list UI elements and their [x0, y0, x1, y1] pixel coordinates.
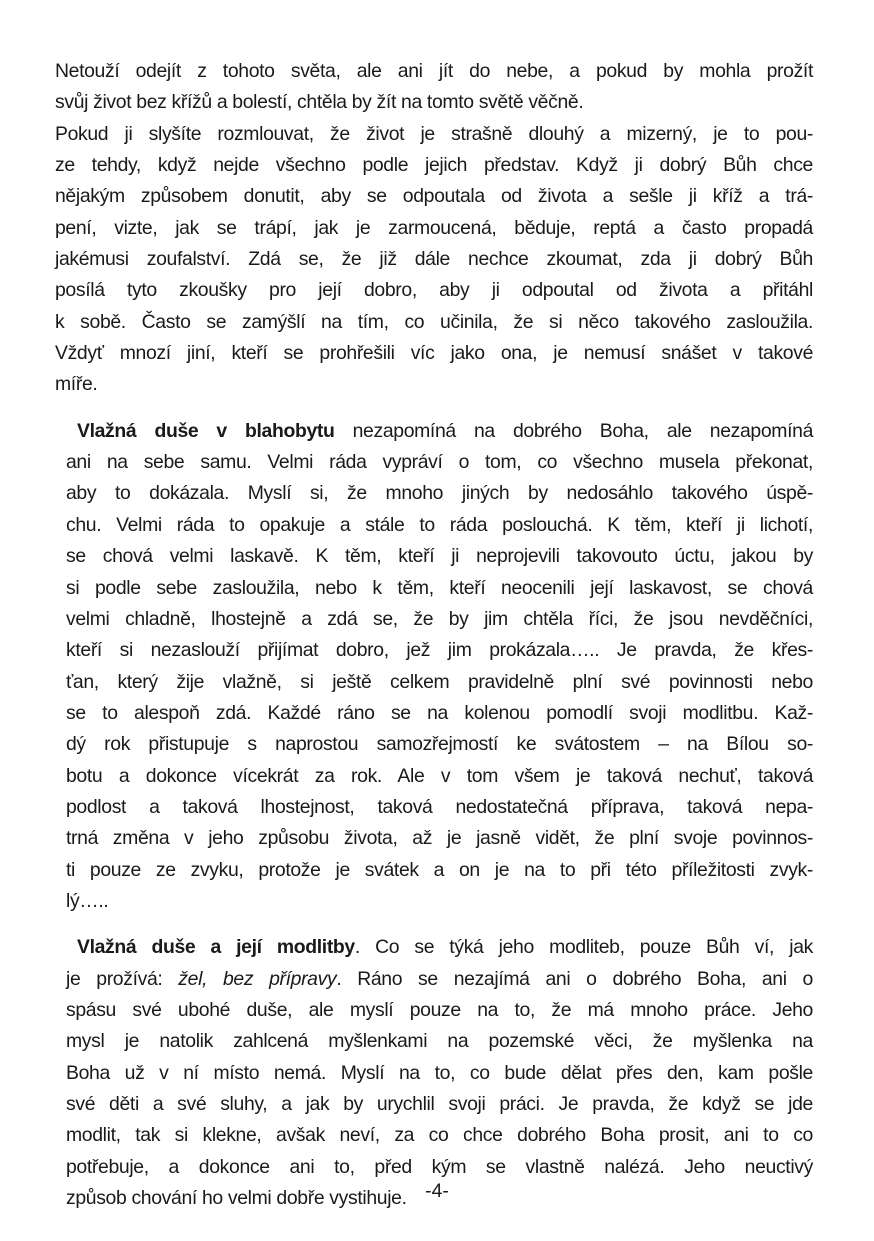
text-line: trná změna v jeho způsobu života, až je jasně vidět, že plní svoje povinnos- — [66, 827, 813, 850]
text-line — [55, 416, 813, 447]
text-line: Boha už v ní místo nemá. Myslí na to, co bude dělat přes den, kam pošle — [66, 1061, 813, 1084]
text-line: jakémusi zoufalství. Zdá se, že již dále nechce zkoumat, zda ji dobrý Bůh — [55, 248, 813, 271]
section-heading-prayers: Vlažná duše a její modlitby — [77, 936, 355, 959]
text-line: své děti a své sluhy, a jak by urychlil svoji práci. Je pravda, že když se jde — [66, 1093, 813, 1115]
text-line: ani na sebe samu. Velmi ráda vypráví o tom, co všechno musela překonat, — [66, 451, 813, 474]
text-line: chu. Velmi ráda to opakuje a stále to ráda poslouchá. K těm, kteří ji lichotí, — [66, 513, 813, 536]
text-line: Pokud ji slyšíte rozmlouvat, že život je strašně dlouhý a mizerný, je to pou- — [55, 122, 813, 145]
text-line: si podle sebe zasloužila, nebo k těm, kteří neocenili její laskavost, se chová — [66, 576, 813, 599]
text-line — [55, 964, 813, 995]
paragraph-suffering — [55, 119, 813, 401]
text-line: pení, vizte, jak se trápí, jak je zarmoucená, běduje, reptá a často propadá — [55, 216, 813, 239]
text-line: způsob chování ho velmi dobře vystihuje. — [66, 1187, 407, 1210]
text-line: k sobě. Často se zamýšlí na tím, co učinila, že si něco takového zasloužila. — [55, 310, 813, 333]
text-line: svůj život bez křížů a bolestí, chtěla by žít na tomto světě věčně. — [55, 91, 584, 114]
page-number: -4- — [425, 1180, 449, 1202]
text-line: velmi chladně, lhostejně a zdá se, že by jim chtěla říci, že jsou nevděčníci, — [66, 607, 813, 630]
text-line: lý….. — [66, 889, 109, 912]
text-line: podlost a taková lhostejnost, taková nedostatečná příprava, taková nepa- — [66, 795, 813, 818]
section-heading-prosperity: Vlažná duše v blahobytu — [77, 419, 335, 442]
text-run: . Ráno se nezajímá ani o dobrého Boha, ani o — [336, 967, 813, 990]
text-line: ze tehdy, když nejde všechno podle jejich představ. Když ji dobrý Bůh chce — [55, 154, 813, 177]
text-line: míře. — [55, 373, 98, 396]
text-run: . Co se týká jeho modliteb, pouze Bůh ví, jak — [354, 936, 814, 959]
text-line — [55, 932, 813, 963]
text-line: Netouží odejít z tohoto světa, ale ani jít do nebe, a pokud by mohla prožít — [55, 60, 813, 82]
text-line: dý rok přistupuje s naprostou samozřejmostí ke svátostem – na Bílou so- — [66, 733, 813, 756]
text-line: ti pouze ze zvyku, protože je svátek a on je na to při této příležitosti zvyk- — [66, 858, 813, 881]
text-line: potřebuje, a dokonce ani to, před kým se vlastně nalézá. Jeho neuctivý — [66, 1155, 813, 1178]
paragraph-prosperity — [55, 416, 813, 918]
text-line: modlit, tak si klekne, avšak neví, za co chce dobrého Boha prosit, ani to co — [66, 1124, 813, 1147]
text-line: botu a dokonce vícekrát za rok. Ale v tom všem je taková nechuť, taková — [66, 764, 813, 787]
text-line: spásu své ubohé duše, ale myslí pouze na to, že má mnoho práce. Jeho — [66, 998, 813, 1021]
text-line: mysl je natolik zahlcená myšlenkami na pozemské věci, že myšlenka na — [66, 1030, 813, 1053]
document-page — [55, 56, 813, 1214]
text-line: posílá tyto zkoušky pro její dobro, aby ji odpoutal od života a přitáhl — [55, 279, 813, 302]
italic-phrase: žel, bez přípravy — [178, 967, 337, 990]
text-line: se chová velmi laskavě. K těm, kteří ji neprojevili takovouto úctu, jakou by — [66, 545, 813, 568]
text-run: nezapomíná na dobrého Boha, ale nezapomíná — [334, 419, 813, 442]
text-line: ťan, který žije vlažně, si ještě celkem pravidelně plní své povinnosti nebo — [66, 670, 813, 693]
text-line: nějakým způsobem donutit, aby se odpoutala od života a sešle ji kříž a trá- — [55, 185, 813, 208]
text-line: kteří si nezaslouží přijímat dobro, jež jim prokázala….. Je pravda, že křes- — [66, 639, 813, 662]
paragraph-prayers — [55, 932, 813, 1214]
text-line: aby to dokázala. Myslí si, že mnoho jiných by nedosáhlo takového úspě- — [66, 482, 813, 505]
text-run: je prožívá: — [66, 967, 179, 990]
text-line: se to alespoň zdá. Každé ráno se na kolenou pomodlí svoji modlitbu. Kaž- — [66, 701, 813, 724]
paragraph-intro-continuation — [55, 56, 813, 119]
text-line: Vždyť mnozí jiní, kteří se prohřešili víc jako ona, je nemusí snášet v takové — [55, 342, 813, 365]
